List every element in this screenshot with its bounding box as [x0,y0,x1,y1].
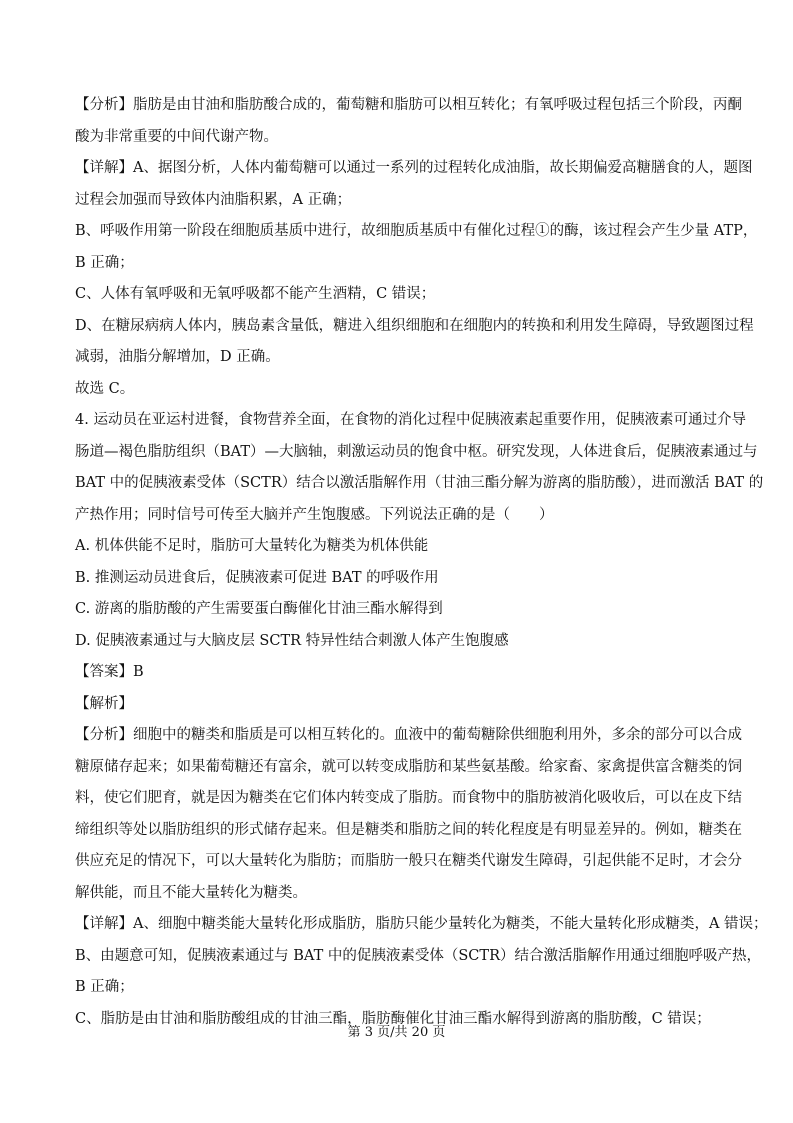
paragraph [75,689,725,721]
text-line: 【详解】A、细胞中糖类能大量转化形成脂肪，脂肪只能少量转化为糖类，不能大量转化形成糖类，A 错误； [75,916,768,932]
text-line: 故选 C。 [75,380,135,397]
page-footer: 第 3 页/共 20 页 [347,1025,446,1040]
paragraph [75,153,753,216]
text-line: 料，使它们肥育，就是因为糖类在它们体内转变成了脂肪。而食物中的脂肪被消化吸收后，可以在皮下结 [75,790,742,806]
paragraph [75,531,725,563]
text-line: 【分析】脂肪是由甘油和脂肪酸合成的，葡萄糖和脂肪可以相互转化；有氧呼吸过程包括三个阶段，丙酮 [75,97,742,113]
paragraph [75,563,725,595]
paragraph [75,941,761,1004]
text-line: 减弱，油脂分解增加，D 正确。 [75,349,280,365]
text-line: C. 游离的脂肪酸的产生需要蛋白酶催化甘油三酯水解得到 [75,601,443,617]
text-line: B 正确； [75,254,134,271]
text-line: D、在糖尿病病人体内，胰岛素含量低，糖进入组织细胞和在细胞内的转换和利用发生障碍，导致题图过程 [75,317,754,334]
text-line: B 正确； [75,979,134,995]
text-line: D. 促胰液素通过与大脑皮层 SCTR 特异性结合刺激人体产生饱腹感 [75,632,509,649]
text-line: 缔组织等处以脂肪组织的形式储存起来。但是糖类和脂肪之间的转化程度是有明显差异的。例如，糖类在 [75,821,742,838]
text-line: C、脂肪是由甘油和脂肪酸组成的甘油三酯，脂肪酶催化甘油三酯水解得到游离的脂肪酸，C 错误； [75,1010,711,1027]
paragraph [75,626,725,658]
paragraph [75,657,725,689]
paragraph [75,405,764,531]
text-line: B、由题意可知，促胰液素通过与 BAT 中的促胰液素受体（SCTR）结合激活脂解作用通过细胞呼吸产热， [75,947,761,964]
text-line: 4. 运动员在亚运村进餐，食物营养全面，在食物的消化过程中促胰液素起重要作用，促胰液素可通过介导 [75,412,746,428]
text-line: 过程会加强而导致体内油脂积累，A 正确； [75,191,352,208]
text-line: 供应充足的情况下，可以大量转化为脂肪；而脂肪一般只在糖类代谢发生障碍，引起供能不足时，才会分 [75,853,742,869]
paragraph [75,90,742,153]
text-line: B. 推测运动员进食后，促胰液素可促进 BAT 的呼吸作用 [75,569,439,586]
text-line: 【答案】B [75,664,144,680]
text-line: A. 机体供能不足时，脂肪可大量转化为糖类为机体供能 [75,538,429,554]
text-line: 产热作用；同时信号可传至大脑并产生饱腹感。下列说法正确的是（ ） [75,506,554,523]
text-line: 酸为非常重要的中间代谢产物。 [75,128,278,145]
text-line: 【解析】 [75,695,133,712]
text-line: 【分析】细胞中的糖类和脂质是可以相互转化的。血液中的葡萄糖除供细胞利用外，多余的部分可以合成 [75,727,742,743]
text-line: BAT 中的促胰液素受体（SCTR）结合以激活脂解作用（甘油三酯分解为游离的脂肪酸），进而激活 BAT 的 [75,475,764,491]
text-line: C、人体有氧呼吸和无氧呼吸都不能产生酒精，C 错误； [75,286,436,302]
paragraph [75,374,725,406]
paragraph [75,720,742,909]
paragraph [75,909,768,941]
text-line: B、呼吸作用第一阶段在细胞质基质中进行，故细胞质基质中有催化过程①的酶，该过程会产生少量 ATP， [75,223,758,239]
paragraph [75,216,758,279]
paragraph [75,594,725,626]
text-line: 糖原储存起来；如果葡萄糖还有富余，就可以转变成脂肪和某些氨基酸。给家畜、家禽提供富含糖类的饲 [75,758,742,775]
text-line: 解供能，而且不能大量转化为糖类。 [75,884,307,901]
text-line: 肠道—褐色脂肪组织（BAT）—大脑轴，刺激运动员的饱食中枢。研究发现，人体进食后，促胰液素通过与 [75,443,758,460]
paragraph [75,279,725,311]
text-line: 【详解】A、据图分析，人体内葡萄糖可以通过一系列的过程转化成油脂，故长期偏爱高糖膳食的人，题图 [75,160,753,176]
paragraph [75,311,754,374]
